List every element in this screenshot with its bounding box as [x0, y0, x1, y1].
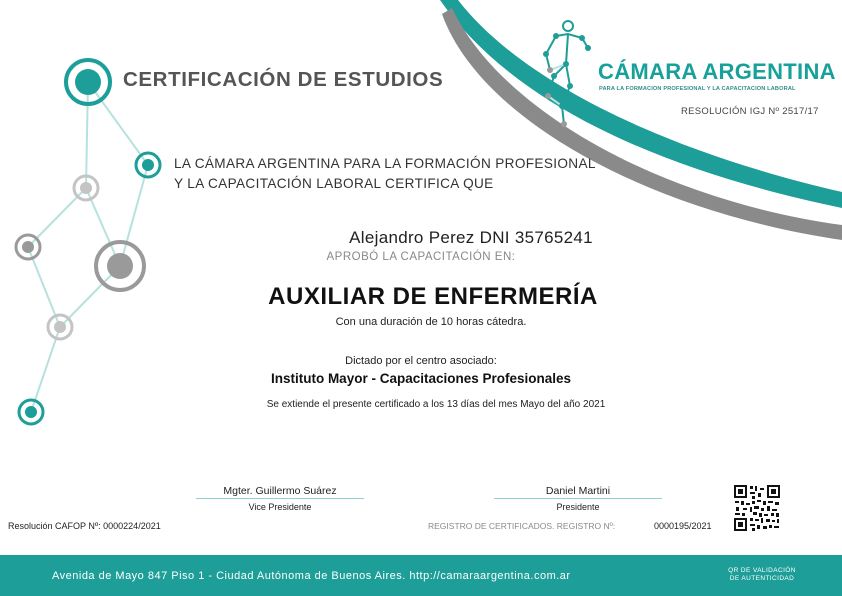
dictado-label: Dictado por el centro asociado: [345, 355, 497, 367]
signature-role-vice: Vice Presidente [248, 502, 312, 512]
human-figure-logo-icon [536, 14, 594, 130]
intro-line-2: Y LA CAPACITACIÓN LABORAL CERTIFICA QUE [174, 176, 494, 191]
course-duration: Con una duración de 10 horas cátedra. [335, 316, 527, 328]
qr-caption-line-1: QR DE VALIDACIÓN [728, 567, 796, 574]
qr-caption [722, 567, 802, 582]
approved-label: APROBÓ LA CAPACITACIÓN EN: [326, 251, 516, 263]
signature-line-vice [196, 498, 364, 499]
qr-code-icon[interactable] [733, 484, 781, 532]
footer-address: Avenida de Mayo 847 Piso 1 - Ciudad Autónoma de Buenos Aires. http://camaraargentina.com.ar [52, 570, 571, 582]
student-name: Alejandro Perez DNI 35765241 [349, 228, 593, 247]
registro-label: REGISTRO DE CERTIFICADOS. REGISTRO Nº: [428, 521, 616, 531]
qr-caption-line-2: DE AUTENTICIDAD [729, 574, 795, 582]
course-title: AUXILIAR DE ENFERMERÍA [268, 283, 598, 310]
extends-statement: Se extiende el presente certificado a los 13 días del mes Mayo del año 2021 [266, 399, 606, 410]
brand-name: CÁMARA ARGENTINA [598, 59, 836, 84]
resolucion-igj: RESOLUCIÓN IGJ Nº 2517/17 [681, 106, 819, 117]
gray-stripe [442, 8, 842, 240]
signature-name-vice: Mgter. Guillermo Suárez [223, 485, 337, 497]
signature-name-president: Daniel Martini [545, 485, 611, 497]
brand-subtitle: PARA LA FORMACION PROFESIONAL Y LA CAPACITACION LABORAL [599, 86, 796, 92]
signature-role-president: Presidente [556, 502, 600, 512]
intro-line-1: LA CÁMARA ARGENTINA PARA LA FORMACIÓN PROFESIONAL [174, 156, 596, 171]
institute-name: Instituto Mayor - Capacitaciones Profesionales [270, 371, 572, 386]
resolucion-cafop: Resolución CAFOP Nº: 0000224/2021 [8, 521, 161, 531]
registro-number: 0000195/2021 [654, 521, 712, 531]
document-title: CERTIFICACIÓN DE ESTUDIOS [123, 68, 444, 91]
signature-line-president [494, 498, 662, 499]
